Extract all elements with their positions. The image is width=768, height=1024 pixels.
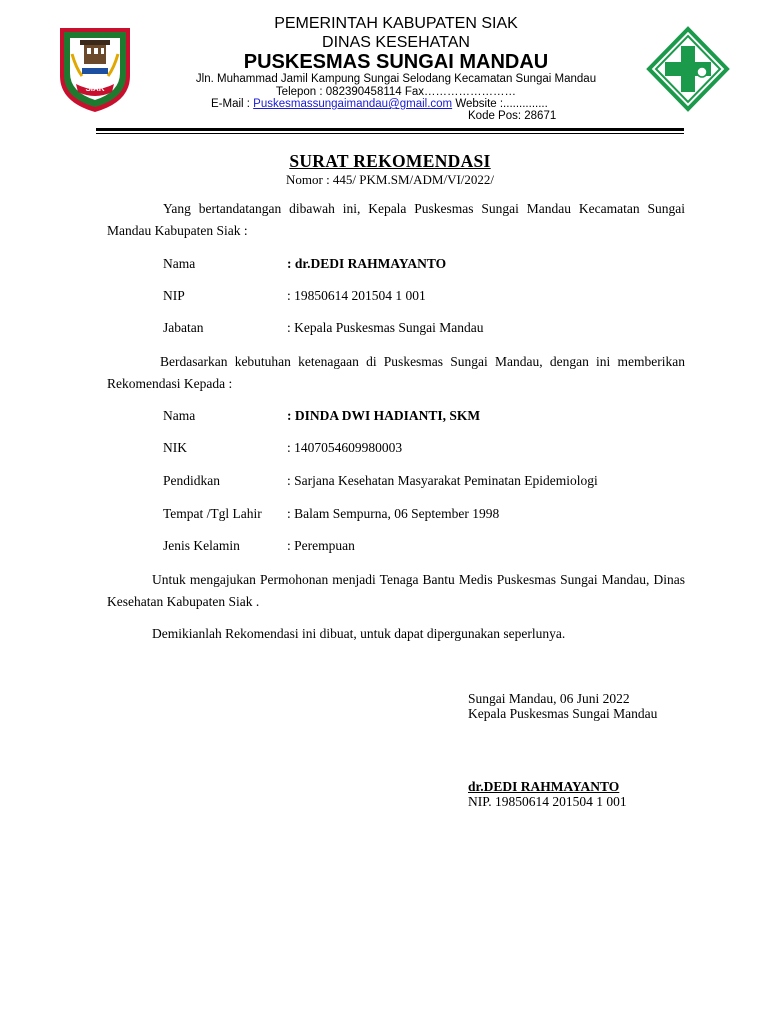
header-email-line (211, 98, 651, 110)
siak-logo-text: SIAK (85, 84, 105, 93)
header-address: Jln. Muhammad Jamil Kampung Sungai Selodang Kecamatan Sungai Mandau (195, 73, 597, 85)
field-label: Tempat /Tgl Lahir (163, 506, 262, 521)
letter-number: Nomor : 445/ PKM.SM/ADM/VI/2022/ (285, 172, 495, 187)
field-label: Pendidkan (163, 473, 220, 488)
signer-nip: NIP. 19850614 201504 1 001 (468, 794, 627, 809)
intro-paragraph: Yang bertandatangan dibawah ini, Kepala Puskesmas Sungai Mandau Kecamatan Sungai Mandau Kabupaten Siak : (107, 201, 685, 238)
field-label: Nama (163, 256, 196, 271)
signer-role: Kepala Puskesmas Sungai Mandau (468, 706, 658, 721)
field-value: : Kepala Puskesmas Sungai Mandau (287, 320, 484, 335)
email-label: E-Mail : (211, 98, 254, 110)
header-institution: PUSKESMAS SUNGAI MANDAU (243, 51, 549, 73)
header-rule-thin (96, 133, 684, 134)
email-link[interactable]: Puskesmassungaimandau@gmail.com (253, 98, 453, 110)
field-value: : Balam Sempurna, 06 September 1998 (287, 506, 500, 521)
basis-paragraph: Berdasarkan kebutuhan ketenagaan di Puskesmas Sungai Mandau, dengan ini memberikan Rekomendasi Kepada : (107, 354, 685, 391)
puskesmas-logo (646, 26, 730, 112)
header-rule-thick (96, 128, 684, 131)
siak-regency-logo (54, 24, 136, 114)
field-value: : Perempuan (287, 538, 355, 553)
field-value: : Sarjana Kesehatan Masyarakat Peminatan Epidemiologi (287, 473, 598, 488)
field-label: Nama (163, 408, 196, 423)
header-kode-pos: Kode Pos: 28671 (468, 110, 557, 122)
letter-title: SURAT REKOMENDASI (289, 151, 491, 171)
purpose-paragraph: Untuk mengajukan Permohonan menjadi Tenaga Bantu Medis Puskesmas Sungai Mandau, Dinas Kesehatan Kabupaten Siak . (107, 572, 685, 609)
header-government: PEMERINTAH KABUPATEN SIAK (274, 15, 518, 32)
field-value: : DINDA DWI HADIANTI, SKM (287, 408, 481, 423)
closing-paragraph: Demikianlah Rekomendasi ini dibuat, untuk dapat dipergunakan seperlunya. (152, 626, 566, 641)
field-label: NIP (163, 288, 185, 303)
header-department: DINAS KESEHATAN (322, 34, 470, 51)
field-label: NIK (163, 440, 187, 455)
field-label: Jabatan (163, 320, 204, 335)
field-value: : 19850614 201504 1 001 (287, 288, 426, 303)
field-value: : dr.DEDI RAHMAYANTO (287, 256, 447, 271)
signer-name: dr.DEDI RAHMAYANTO (468, 779, 620, 794)
field-label: Jenis Kelamin (163, 538, 240, 553)
header-telepon: Telepon : 082390458114 Fax…………………… (275, 86, 517, 98)
place-date: Sungai Mandau, 06 Juni 2022 (468, 691, 630, 706)
field-value: : 1407054609980003 (287, 440, 403, 455)
website-label: Website :.............. (452, 98, 548, 110)
